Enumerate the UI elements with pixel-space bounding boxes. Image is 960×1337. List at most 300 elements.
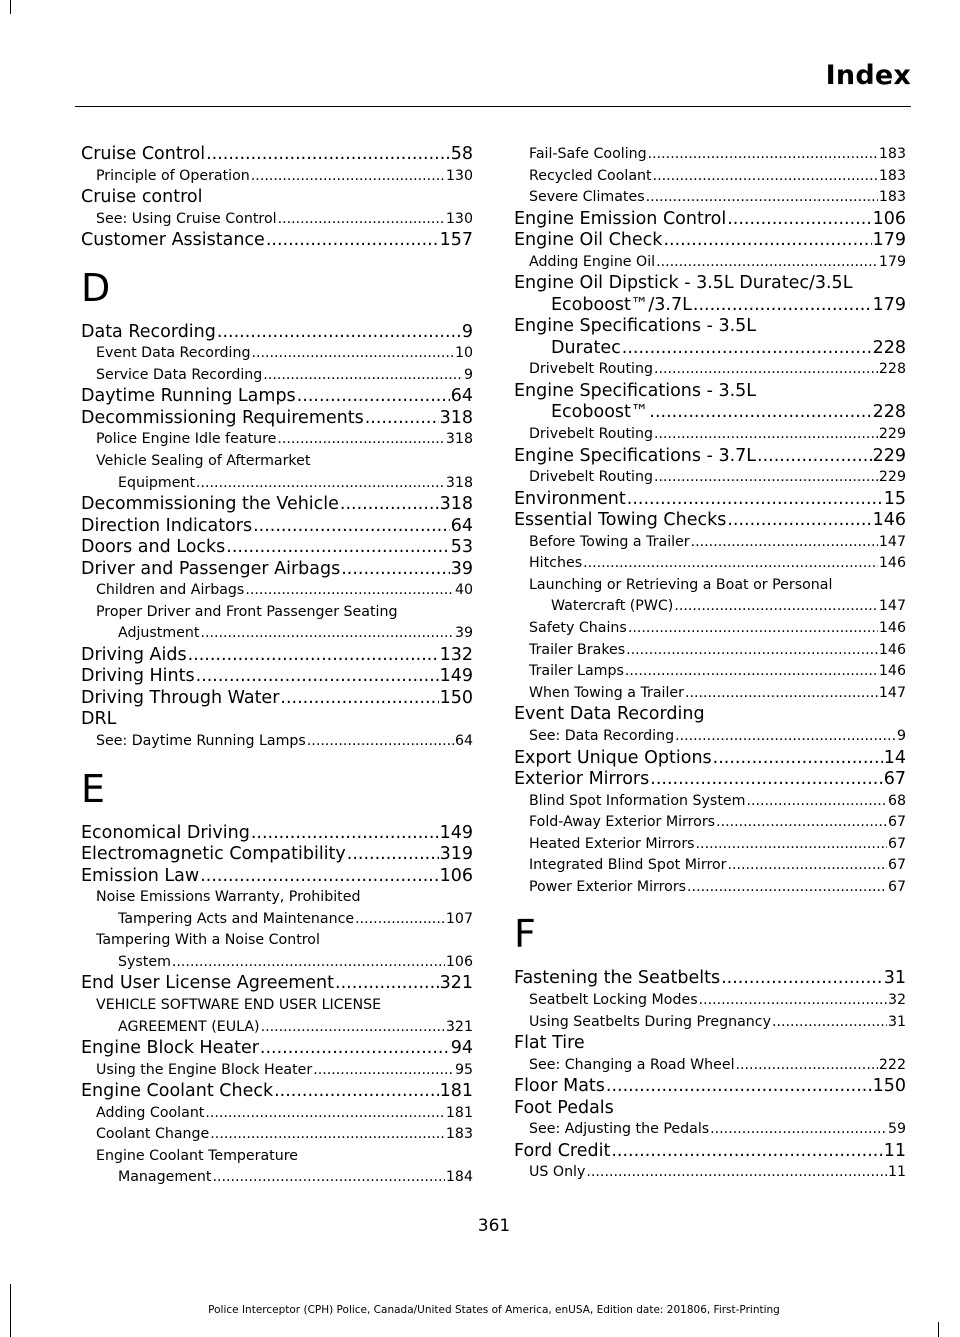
dot-leader <box>245 580 454 602</box>
entry-page-number: 183 <box>445 1126 473 1143</box>
entry-page-number: 318 <box>439 407 473 428</box>
entry-page-number: 183 <box>878 167 906 184</box>
index-subentry <box>514 683 906 705</box>
index-subentry <box>514 553 906 575</box>
index-column-right <box>514 144 906 1184</box>
entry-page-number: 150 <box>439 687 473 708</box>
crop-mark-bottom-right <box>938 1322 939 1337</box>
entry-label: Engine Block Heater <box>81 1038 259 1059</box>
entry-label: Safety Chains <box>529 620 627 637</box>
entry-page-number: 9 <box>461 321 473 342</box>
entry-page-number: 146 <box>872 510 906 531</box>
index-subentry-heading: Tampering With a Noise Control <box>96 932 320 949</box>
dot-leader <box>696 834 887 856</box>
entry-page-number: 11 <box>883 1140 906 1161</box>
entry-page-number: 183 <box>878 189 906 206</box>
entry-page-number: 228 <box>878 361 906 378</box>
entry-page-number: 149 <box>439 666 473 687</box>
entry-label: When Towing a Trailer <box>529 684 684 701</box>
index-subentry <box>514 834 906 856</box>
index-entry <box>514 295 906 317</box>
dot-leader <box>172 952 445 974</box>
dot-leader <box>200 623 453 645</box>
dot-leader <box>746 791 887 813</box>
entry-page-number: 9 <box>463 366 473 383</box>
index-subentry <box>81 1103 473 1125</box>
entry-page-number: 68 <box>887 792 906 809</box>
index-entry <box>81 645 473 667</box>
index-entry-heading: Flat Tire <box>514 1033 585 1054</box>
entry-label: Direction Indicators <box>81 515 253 536</box>
page-title: Index <box>825 60 911 91</box>
entry-page-number: 132 <box>439 644 473 665</box>
index-entry <box>514 1076 906 1098</box>
entry-page-number: 67 <box>887 857 906 874</box>
index-entry-heading: Engine Specifications - 3.5L <box>514 380 757 401</box>
dot-leader <box>205 1103 445 1125</box>
entry-label: Drivebelt Routing <box>529 469 653 486</box>
entry-label: Adjustment <box>118 625 200 642</box>
index-subentry-heading: VEHICLE SOFTWARE END USER LICENSE <box>96 996 382 1013</box>
entry-page-number: 321 <box>445 1018 473 1035</box>
entry-label: Service Data Recording <box>96 366 263 383</box>
index-subentry <box>81 1124 473 1146</box>
index-subentry <box>514 855 906 877</box>
dot-leader <box>341 559 450 581</box>
dot-leader <box>253 516 450 538</box>
entry-label: Heated Exterior Mirrors <box>529 835 695 852</box>
entry-label: AGREEMENT (EULA) <box>118 1018 260 1035</box>
dot-leader <box>687 877 887 899</box>
index-entry <box>514 510 906 532</box>
index-entry-heading: DRL <box>81 709 117 730</box>
entry-label: Economical Driving <box>81 822 250 843</box>
entry-page-number: 222 <box>878 1056 906 1073</box>
entry-label: See: Daytime Running Lamps <box>96 732 306 749</box>
dot-leader <box>251 823 439 845</box>
entry-label: Ecoboost™ <box>551 402 649 423</box>
dot-leader <box>736 1055 878 1077</box>
index-subentry <box>81 365 473 387</box>
index-entry <box>81 666 473 688</box>
entry-label: Drivebelt Routing <box>529 425 653 442</box>
entry-label: Environment <box>514 488 626 509</box>
index-entry <box>514 769 906 791</box>
entry-label: Before Towing a Trailer <box>529 533 690 550</box>
dot-leader <box>274 1081 438 1103</box>
page-number: 361 <box>477 1216 511 1236</box>
index-subentry-heading: Vehicle Sealing of Aftermarket <box>96 452 311 469</box>
entry-label: Integrated Blind Spot Mirror <box>529 857 727 874</box>
entry-page-number: 64 <box>450 386 473 407</box>
entry-page-number: 67 <box>887 814 906 831</box>
entry-page-number: 150 <box>872 1076 906 1097</box>
index-entry <box>81 537 473 559</box>
entry-label: Using the Engine Block Heater <box>96 1061 313 1078</box>
dot-leader <box>675 726 896 748</box>
entry-page-number: 94 <box>450 1038 473 1059</box>
entry-label: US Only <box>529 1164 586 1181</box>
entry-page-number: 179 <box>878 253 906 270</box>
entry-label: Driving Aids <box>81 644 187 665</box>
index-subentry <box>514 424 906 446</box>
dot-leader <box>335 973 439 995</box>
entry-page-number: 64 <box>450 515 473 536</box>
entry-page-number: 147 <box>878 533 906 550</box>
index-subentry <box>514 791 906 813</box>
dot-leader <box>347 844 439 866</box>
dot-leader <box>196 473 445 495</box>
dot-leader <box>728 855 887 877</box>
dot-leader <box>263 365 463 387</box>
dot-leader <box>355 909 445 931</box>
entry-page-number: 107 <box>445 910 473 927</box>
entry-label: Principle of Operation <box>96 167 250 184</box>
index-subentry <box>81 473 473 495</box>
index-subentry <box>81 580 473 602</box>
entry-page-number: 229 <box>878 469 906 486</box>
index-entry-heading: Engine Oil Dipstick - 3.5L Duratec/3.5L <box>514 273 853 294</box>
index-subentry <box>81 1060 473 1082</box>
entry-label: Floor Mats <box>514 1076 605 1097</box>
index-subentry <box>81 952 473 974</box>
dot-leader <box>625 661 878 683</box>
dot-leader <box>627 489 883 511</box>
index-entry <box>81 494 473 516</box>
dot-leader <box>757 446 872 468</box>
entry-page-number: 183 <box>878 146 906 162</box>
index-subentry <box>81 909 473 931</box>
index-entry <box>81 230 473 252</box>
index-entry <box>81 559 473 581</box>
entry-label: See: Using Cruise Control <box>96 210 277 227</box>
entry-page-number: 31 <box>883 968 906 989</box>
dot-leader <box>646 187 878 209</box>
dot-leader <box>713 748 883 770</box>
entry-page-number: 229 <box>872 445 906 466</box>
dot-leader <box>693 295 872 317</box>
entry-label: See: Changing a Road Wheel <box>529 1056 735 1073</box>
index-subentry <box>514 1012 906 1034</box>
dot-leader <box>710 1119 887 1141</box>
entry-label: Decommissioning the Vehicle <box>81 494 339 515</box>
entry-label: End User License Agreement <box>81 973 334 994</box>
entry-page-number: 67 <box>887 878 906 895</box>
index-subentry <box>514 990 906 1012</box>
entry-page-number: 321 <box>439 973 473 994</box>
entry-label: Children and Airbags <box>96 582 245 599</box>
index-subentry <box>514 596 906 618</box>
dot-leader <box>210 1124 445 1146</box>
entry-label: Police Engine Idle feature <box>96 431 277 448</box>
entry-label: Driving Through Water <box>81 687 280 708</box>
entry-label: Trailer Brakes <box>529 641 626 658</box>
entry-label: Tampering Acts and Maintenance <box>118 910 355 927</box>
index-entry <box>81 386 473 408</box>
entry-label: Duratec <box>551 337 621 358</box>
entry-page-number: 228 <box>872 402 906 423</box>
entry-label: Data Recording <box>81 321 216 342</box>
index-subentry <box>81 623 473 645</box>
entry-label: Adding Coolant <box>96 1104 205 1121</box>
entry-page-number: 147 <box>878 598 906 615</box>
dot-leader <box>654 424 878 446</box>
dot-leader <box>611 1141 882 1163</box>
dot-leader <box>727 510 871 532</box>
dot-leader <box>583 553 878 575</box>
dot-leader <box>188 645 439 667</box>
index-subentry <box>514 467 906 489</box>
index-column-left <box>81 144 473 1189</box>
dot-leader <box>278 209 445 231</box>
index-entry <box>81 973 473 995</box>
entry-label: Coolant Change <box>96 1126 210 1143</box>
index-subentry-heading: Launching or Retrieving a Boat or Personal <box>529 576 833 593</box>
index-entry <box>81 322 473 344</box>
dot-leader <box>716 812 887 834</box>
dot-leader <box>313 1060 454 1082</box>
entry-label: Engine Emission Control <box>514 208 727 229</box>
entry-page-number: 146 <box>878 663 906 680</box>
index-subentry <box>514 812 906 834</box>
dot-leader <box>628 618 878 640</box>
dot-leader <box>365 408 439 430</box>
entry-page-number: 149 <box>439 822 473 843</box>
index-subentry <box>514 640 906 662</box>
dot-leader <box>721 968 883 990</box>
dot-leader <box>217 322 461 344</box>
entry-label: Watercraft (PWC) <box>551 598 674 615</box>
entry-label: Hitches <box>529 555 583 572</box>
entry-label: Management <box>118 1169 212 1186</box>
entry-label: See: Data Recording <box>529 727 675 744</box>
dot-leader <box>622 338 872 360</box>
entry-page-number: 179 <box>872 230 906 251</box>
entry-label: Power Exterior Mirrors <box>529 878 687 895</box>
entry-page-number: 10 <box>454 345 473 362</box>
index-entry <box>81 408 473 430</box>
entry-page-number: 146 <box>878 555 906 572</box>
entry-label: Severe Climates <box>529 189 645 206</box>
index-subentry <box>514 726 906 748</box>
entry-page-number: 318 <box>439 494 473 515</box>
entry-page-number: 179 <box>872 294 906 315</box>
entry-page-number: 67 <box>883 769 906 789</box>
index-entry <box>81 1081 473 1103</box>
entry-page-number: 318 <box>445 474 473 491</box>
entry-page-number: 59 <box>887 1121 906 1138</box>
entry-label: Doors and Locks <box>81 537 226 558</box>
entry-label: Emission Law <box>81 865 200 886</box>
entry-label: Equipment <box>118 474 196 491</box>
index-entry <box>514 968 906 990</box>
index-subentry <box>514 166 906 188</box>
index-entry-heading: Foot Pedals <box>514 1097 614 1118</box>
index-subentry <box>514 359 906 381</box>
entry-label: See: Adjusting the Pedals <box>529 1121 710 1138</box>
entry-label: Recycled Coolant <box>529 167 652 184</box>
index-entry <box>81 844 473 866</box>
index-entry <box>81 516 473 538</box>
crop-mark-top-left <box>10 0 11 14</box>
index-subentry <box>514 1162 906 1184</box>
index-subentry <box>81 429 473 451</box>
index-subentry <box>514 1119 906 1141</box>
dot-leader <box>727 209 871 231</box>
index-subentry <box>81 731 473 753</box>
entry-label: Driving Hints <box>81 666 195 687</box>
index-entry <box>514 1141 906 1163</box>
entry-page-number: 130 <box>445 210 473 227</box>
index-subentry <box>514 1055 906 1077</box>
entry-label: Essential Towing Checks <box>514 510 727 531</box>
dot-leader <box>626 640 878 662</box>
index-subentry <box>514 618 906 640</box>
entry-label: Decommissioning Requirements <box>81 407 364 428</box>
dot-leader <box>654 359 878 381</box>
dot-leader <box>648 144 878 166</box>
index-subentry <box>514 187 906 209</box>
dot-leader <box>649 402 871 424</box>
entry-page-number: 130 <box>445 167 473 184</box>
entry-label: Trailer Lamps <box>529 663 624 680</box>
index-subentry <box>514 532 906 554</box>
entry-page-number: 106 <box>872 208 906 229</box>
entry-label: Daytime Running Lamps <box>81 386 296 407</box>
entry-page-number: 14 <box>883 747 906 768</box>
dot-leader <box>280 688 438 710</box>
entry-label: Ford Credit <box>514 1140 611 1161</box>
entry-page-number: 229 <box>878 425 906 442</box>
index-entry <box>514 209 906 231</box>
index-entry-heading: Event Data Recording <box>514 704 705 725</box>
section-letter: D <box>81 265 111 310</box>
entry-page-number: 40 <box>454 582 473 599</box>
entry-label: Drivebelt Routing <box>529 361 653 378</box>
entry-label: Fold-Away Exterior Mirrors <box>529 814 716 831</box>
dot-leader <box>252 343 454 365</box>
entry-label: Fastening the Seatbelts <box>514 968 721 989</box>
index-subentry-heading: Engine Coolant Temperature <box>96 1147 298 1164</box>
dot-leader <box>261 1017 445 1039</box>
footer-edition-text: Police Interceptor (CPH) Police, Canada/United States of America, enUSA, Edition date: 201806, First-Printing <box>208 1304 780 1316</box>
index-entry <box>514 748 906 770</box>
entry-page-number: 53 <box>450 537 473 558</box>
entry-page-number: 146 <box>878 641 906 658</box>
dot-leader <box>654 467 878 489</box>
index-subentry <box>81 343 473 365</box>
entry-label: Engine Specifications - 3.7L <box>514 445 757 466</box>
entry-label: Exterior Mirrors <box>514 769 650 789</box>
index-subentry <box>514 252 906 274</box>
entry-label: Event Data Recording <box>96 345 251 362</box>
index-entry <box>514 446 906 468</box>
index-entry <box>81 1038 473 1060</box>
index-subentry-heading: Proper Driver and Front Passenger Seating <box>96 603 398 620</box>
index-subentry <box>81 209 473 231</box>
dot-leader <box>307 731 454 753</box>
index-subentry-heading: Noise Emissions Warranty, Prohibited <box>96 889 361 906</box>
entry-page-number: 32 <box>887 991 906 1008</box>
dot-leader <box>691 532 878 554</box>
index-subentry <box>514 661 906 683</box>
entry-label: Customer Assistance <box>81 230 265 251</box>
entry-label: Electromagnetic Compatibility <box>81 844 346 865</box>
dot-leader <box>650 769 882 791</box>
index-entry <box>81 866 473 888</box>
dot-leader <box>340 494 439 516</box>
title-divider <box>75 106 911 107</box>
index-subentry <box>514 144 906 166</box>
dot-leader <box>685 683 878 705</box>
entry-page-number: 67 <box>887 835 906 852</box>
entry-label: Adding Engine Oil <box>529 253 656 270</box>
section-letter: E <box>81 766 106 811</box>
entry-page-number: 106 <box>445 953 473 970</box>
entry-page-number: 15 <box>883 488 906 509</box>
entry-page-number: 64 <box>454 732 473 749</box>
dot-leader <box>586 1162 887 1184</box>
dot-leader <box>297 386 450 408</box>
entry-page-number: 319 <box>439 844 473 865</box>
dot-leader <box>663 230 871 252</box>
entry-page-number: 184 <box>445 1169 473 1186</box>
entry-label: Seatbelt Locking Modes <box>529 991 698 1008</box>
dot-leader <box>196 666 439 688</box>
entry-label: Fail-Safe Cooling <box>529 146 647 162</box>
entry-page-number: 31 <box>887 1013 906 1030</box>
entry-label: Engine Coolant Check <box>81 1081 274 1102</box>
dot-leader <box>606 1076 872 1098</box>
dot-leader <box>277 429 445 451</box>
index-entry <box>81 144 473 166</box>
entry-label: Export Unique Options <box>514 747 712 768</box>
entry-label: Using Seatbelts During Pregnancy <box>529 1013 771 1030</box>
index-entry <box>514 230 906 252</box>
dot-leader <box>266 230 439 252</box>
entry-page-number: 11 <box>887 1164 906 1181</box>
index-entry-heading: Engine Specifications - 3.5L <box>514 316 757 337</box>
index-entry <box>514 338 906 360</box>
entry-page-number: 146 <box>878 620 906 637</box>
dot-leader <box>260 1038 450 1060</box>
entry-label: Ecoboost™/3.7L <box>551 294 692 315</box>
dot-leader <box>226 537 449 559</box>
index-subentry <box>81 166 473 188</box>
entry-page-number: 318 <box>445 431 473 448</box>
entry-page-number: 9 <box>896 727 906 744</box>
index-entry <box>81 823 473 845</box>
entry-page-number: 181 <box>439 1081 473 1102</box>
dot-leader <box>251 166 445 188</box>
entry-label: Engine Oil Check <box>514 230 663 251</box>
entry-page-number: 181 <box>445 1104 473 1121</box>
dot-leader <box>206 144 450 166</box>
dot-leader <box>653 166 878 188</box>
entry-page-number: 39 <box>454 625 473 642</box>
dot-leader <box>699 990 887 1012</box>
section-letter: F <box>514 912 536 957</box>
entry-page-number: 228 <box>872 337 906 358</box>
dot-leader <box>772 1012 887 1034</box>
dot-leader <box>200 866 438 888</box>
entry-page-number: 147 <box>878 684 906 701</box>
entry-page-number: 39 <box>450 558 473 579</box>
index-subentry <box>81 1167 473 1189</box>
entry-page-number: 58 <box>450 144 473 164</box>
entry-page-number: 95 <box>454 1061 473 1078</box>
entry-label: Driver and Passenger Airbags <box>81 558 341 579</box>
